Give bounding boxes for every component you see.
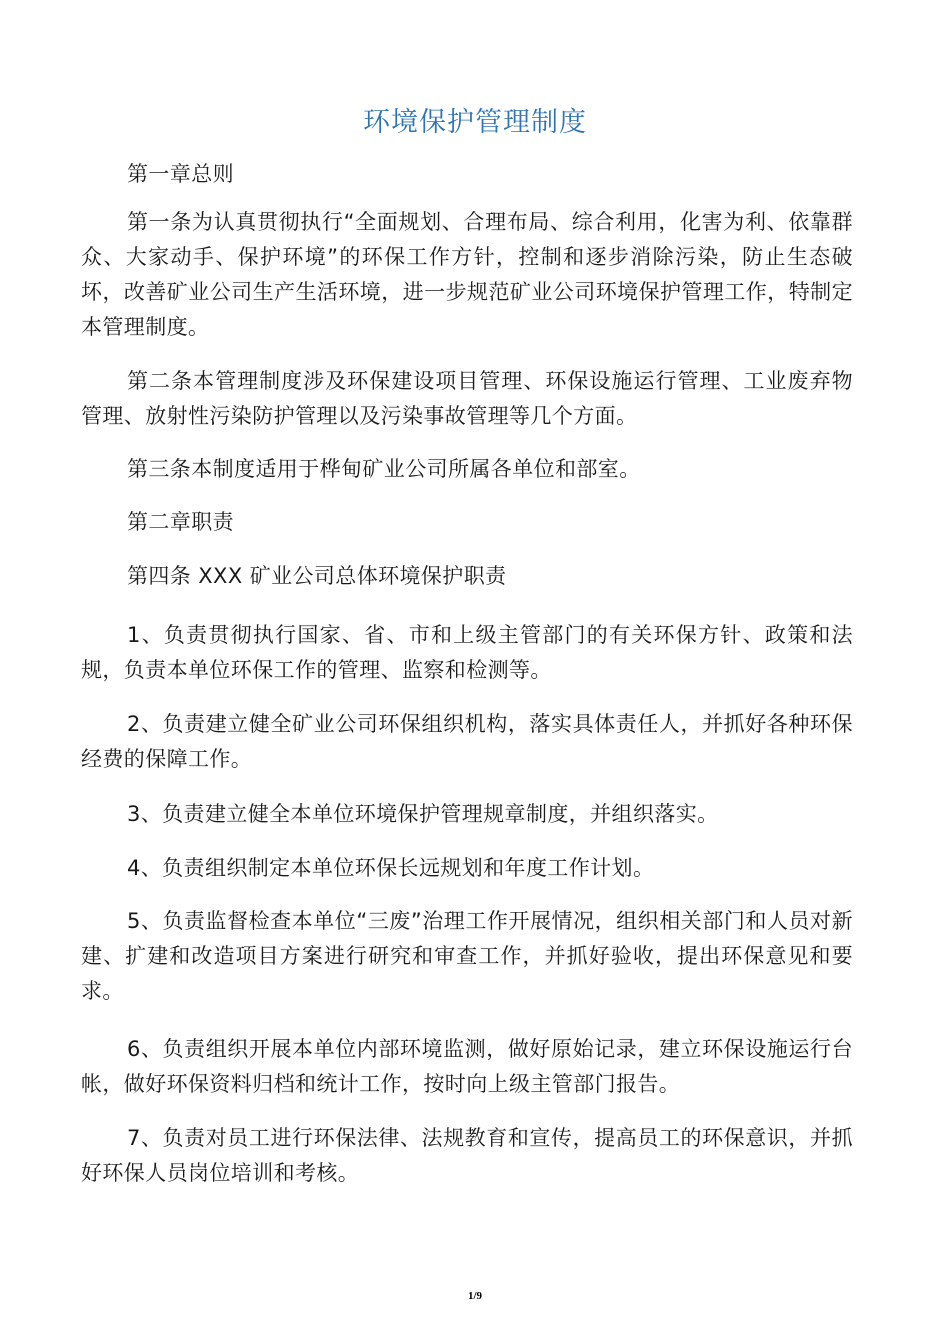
- duty-item-3: 3、负责建立健全本单位环境保护管理规章制度，并组织落实。: [127, 802, 719, 826]
- article-1-paragraph: 第一条为认真贯彻执行“全面规划、合理布局、综合利用，化害为利、依靠群众、大家动手、保护环境”的环保工作方针，控制和逐步消除污染，防止生态破坏，改善矿业公司生产生活环境，进一步规范矿业公司环境保护管理工作，特制定本管理制度。: [81, 210, 853, 339]
- article-4-paragraph: 第四条 XXX 矿业公司总体环境保护职责: [127, 564, 507, 588]
- duty-item-4: 4、负责组织制定本单位环保长远规划和年度工作计划。: [127, 856, 655, 880]
- chapter-heading-general: 第一章总则: [127, 162, 234, 186]
- duty-item-1: 1、负责贯彻执行国家、省、市和上级主管部门的有关环保方针、政策和法规，负责本单位环保工作的管理、监察和检测等。: [81, 623, 853, 682]
- document-title: 环境保护管理制度: [363, 107, 587, 138]
- chapter-heading-duties: 第二章职责: [127, 510, 234, 534]
- duty-item-5: 5、负责监督检查本单位“三废”治理工作开展情况，组织相关部门和人员对新建、扩建和改造项目方案进行研究和审查工作，并抓好验收，提出环保意见和要求。: [81, 909, 853, 1003]
- duty-item-7: 7、负责对员工进行环保法律、法规教育和宣传，提高员工的环保意识，并抓好环保人员岗位培训和考核。: [81, 1126, 853, 1185]
- duty-item-6: 6、负责组织开展本单位内部环境监测，做好原始记录，建立环保设施运行台帐，做好环保资料归档和统计工作，按时向上级主管部门报告。: [81, 1037, 853, 1096]
- page-number: 1/9: [467, 1290, 483, 1302]
- duty-item-2: 2、负责建立健全矿业公司环保组织机构，落实具体责任人，并抓好各种环保经费的保障工作。: [81, 712, 853, 771]
- article-2-paragraph: 第二条本管理制度涉及环保建设项目管理、环保设施运行管理、工业废弃物管理、放射性污染防护管理以及污染事故管理等几个方面。: [81, 369, 853, 428]
- article-3-paragraph: 第三条本制度适用于桦甸矿业公司所属各单位和部室。: [127, 457, 641, 481]
